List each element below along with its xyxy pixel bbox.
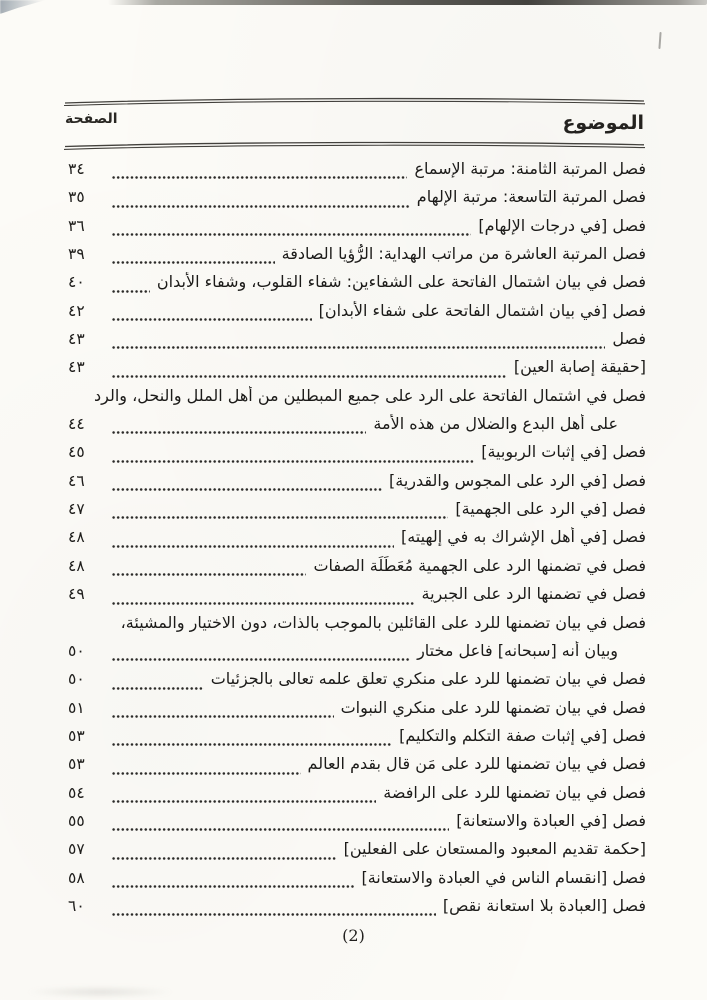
- dot-leader: [112, 913, 436, 916]
- entry-page-number: ٤٩: [68, 585, 85, 604]
- entry-title: [حقيقة إصابة العين]: [513, 357, 646, 377]
- dot-leader: [112, 658, 410, 661]
- dot-leader: [112, 460, 474, 463]
- dot-leader: [112, 885, 354, 888]
- entry-page-number: ٥٣: [68, 755, 85, 774]
- dot-leader: [112, 233, 471, 236]
- toc-entry: [63, 783, 646, 811]
- scan-smudge-bottom: [25, 986, 175, 998]
- toc-entry: [63, 187, 646, 215]
- toc-entry: [63, 726, 646, 754]
- entry-title: فصل في بيان تضمنها للرد على منكري النبوات: [340, 697, 646, 717]
- entry-page-number: ٤٣: [68, 358, 85, 377]
- entry-page-number: ٥١: [68, 698, 85, 717]
- dot-leader: [112, 488, 382, 491]
- entry-title: فصل [في بيان اشتمال الفاتحة على شفاء الأبدان]: [318, 300, 646, 320]
- entry-title: فصل في تضمنها الرد على الجهمية مُعَطِّلَة الصفات: [313, 555, 646, 575]
- dot-leader: [112, 431, 366, 434]
- entry-title: فصل [انقسام الناس في العبادة والاستعانة]: [361, 867, 646, 887]
- dot-leader: [112, 715, 334, 718]
- scan-corner-mark: [0, 0, 46, 14]
- entry-title: فصل [في العبادة والاستعانة]: [456, 810, 646, 830]
- dot-leader: [112, 743, 392, 746]
- toc-entry: [63, 839, 646, 867]
- entry-title: فصل: [612, 329, 646, 349]
- toc-entry: [63, 329, 646, 357]
- dot-leader: [112, 176, 407, 179]
- toc-entry: [63, 669, 646, 697]
- dot-leader: [112, 290, 150, 293]
- entry-page-number: ٥٣: [68, 726, 85, 745]
- entry-page-number: ٣٤: [68, 160, 85, 178]
- toc-list: [63, 159, 646, 924]
- entry-page-number: ٤٣: [68, 330, 85, 349]
- entry-title: فصل [في أهل الإشراك به في إلهيته]: [400, 527, 646, 547]
- entry-page-number: ٤٨: [68, 556, 85, 575]
- toc-header-row: [63, 106, 646, 140]
- toc-entry: [63, 159, 646, 187]
- entry-title-continuation: وبيان أنه [سبحانه] فاعل مختار: [417, 640, 618, 660]
- entry-page-number: ٤٦: [68, 471, 85, 490]
- entry-title: فصل المرتبة العاشرة من مراتب الهداية: الرُّؤيا الصادقة: [281, 244, 646, 264]
- toc-entry: [63, 868, 646, 896]
- toc-entry: [63, 386, 646, 443]
- entry-title: فصل في بيان تضمنها للرد على القائلين بالموجب بالذات، دون الاختيار والمشيئة،: [120, 612, 646, 632]
- dot-leader: [112, 545, 394, 548]
- dot-leader: [112, 318, 312, 321]
- entry-title: فصل [في الرد على الجهمية]: [455, 499, 646, 519]
- toc-entry: [63, 613, 646, 670]
- dot-leader: [112, 346, 605, 349]
- dot-leader: [112, 375, 507, 378]
- entry-page-number: ٣٦: [68, 216, 85, 235]
- entry-title: فصل في بيان تضمنها للرد على الرافضة: [383, 782, 646, 802]
- toc-entry: [63, 244, 646, 272]
- entry-page-number: ٥٨: [68, 868, 85, 887]
- entry-title: فصل [في إثبات الربوبية]: [481, 442, 646, 462]
- scan-smudge-top: [108, 0, 707, 5]
- toc-entry: [63, 556, 646, 584]
- entry-title: فصل المرتبة الثامنة: مرتبة الإسماع: [414, 159, 646, 178]
- entry-page-number: ٥٠: [68, 670, 85, 689]
- entry-title: فصل في بيان اشتمال الفاتحة على الشفاءين: شفاء القلوب، وشفاء الأبدان: [156, 272, 646, 292]
- entry-page-number: ٣٥: [68, 188, 85, 207]
- toc-content: [63, 96, 646, 924]
- page-number-footer: (2): [342, 926, 365, 945]
- dot-leader: [112, 687, 204, 690]
- entry-page-number: ٥٤: [68, 783, 85, 802]
- toc-entry: [63, 527, 646, 555]
- toc-entry: [63, 896, 646, 924]
- entry-title: [حكمة تقديم المعبود والمستعان على الفعلين]: [343, 839, 646, 859]
- entry-page-number: ٥٠: [68, 641, 85, 660]
- entry-page-number: ٤٢: [68, 301, 85, 320]
- toc-entry: [63, 499, 646, 527]
- dot-leader: [112, 516, 448, 519]
- dot-leader: [112, 857, 337, 860]
- entry-title: فصل [في إثبات صفة التكلم والتكليم]: [399, 725, 646, 745]
- dot-leader: [112, 772, 301, 775]
- toc-entry: [63, 357, 646, 385]
- entry-title: فصل [العبادة بلا استعانة نقص]: [442, 895, 646, 915]
- entry-title: فصل في بيان تضمنها للرد على مَن قال بقدم العالم: [307, 754, 646, 774]
- toc-entry: [63, 272, 646, 300]
- entry-page-number: ٤٤: [68, 415, 85, 434]
- scan-edge-tick: [658, 32, 661, 49]
- dot-leader: [112, 602, 415, 605]
- toc-entry: [63, 754, 646, 782]
- entry-page-number: ٤٥: [68, 443, 85, 462]
- toc-entry: [63, 811, 646, 839]
- toc-entry: [63, 216, 646, 244]
- entry-page-number: ٦٠: [68, 896, 85, 915]
- entry-title: فصل في اشتمال الفاتحة على الرد على جميع المبطلين من أهل الملل والنحل، والرد: [94, 385, 646, 405]
- entry-title: فصل [في درجات الإلهام]: [478, 215, 646, 235]
- entry-page-number: ٥٥: [68, 811, 85, 830]
- header-rule-top: [63, 96, 646, 106]
- entry-title: فصل في بيان تضمنها للرد على منكري تعلق علمه تعالى بالجزئيات: [210, 669, 646, 689]
- entry-page-number: ٥٧: [68, 840, 85, 859]
- entry-title: فصل [في الرد على المجوس والقدرية]: [389, 470, 646, 490]
- topic-column-label: الموضوع: [562, 112, 644, 134]
- toc-entry: [63, 471, 646, 499]
- dot-leader: [112, 261, 275, 264]
- dot-leader: [112, 800, 376, 803]
- entry-page-number: ٣٩: [68, 245, 85, 264]
- entry-page-number: ٤٨: [68, 528, 85, 547]
- toc-entry: [63, 584, 646, 612]
- entry-title: فصل في تضمنها الرد على الجبرية: [421, 584, 646, 604]
- page-column-label: الصفحة: [65, 111, 118, 127]
- header-rule-bottom: [63, 140, 646, 150]
- dot-leader: [112, 828, 449, 831]
- entry-page-number: ٤٧: [68, 500, 85, 519]
- toc-entry: [63, 698, 646, 726]
- toc-entry: [63, 301, 646, 329]
- entry-title: فصل المرتبة التاسعة: مرتبة الإلهام: [416, 187, 646, 207]
- entry-page-number: ٤٠: [68, 273, 85, 292]
- dot-leader: [112, 205, 410, 208]
- toc-entry: [63, 442, 646, 470]
- dot-leader: [112, 573, 306, 576]
- entry-title-continuation: على أهل البدع والضلال من هذه الأمة: [373, 414, 618, 434]
